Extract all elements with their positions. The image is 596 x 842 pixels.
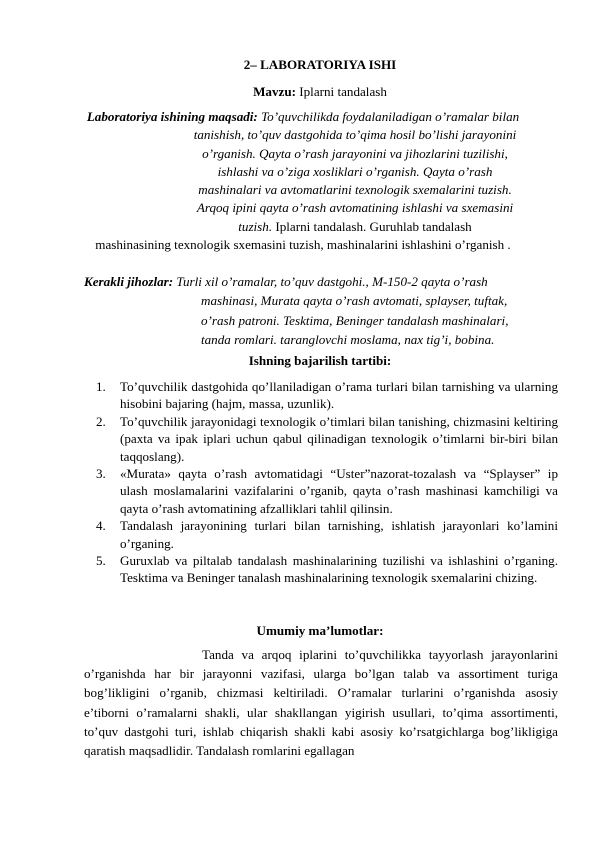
purpose-tail-normal: Iplarni tandalash. Guruhlab tandalash bbox=[272, 218, 472, 234]
order-heading: Ishning bajarilish tartibi: bbox=[248, 353, 392, 368]
purpose-line: mashinalari va avtomatlarini texnologik sxemalarini tuzish. bbox=[198, 182, 512, 198]
purpose-line: tanishish, to’quv dastgohida to’qima hosil bo’lishi jarayonini bbox=[193, 127, 517, 143]
list-item bbox=[96, 378, 558, 413]
tools-line: tanda romlari. taranglovchi moslama, nax tig’i, bobina. bbox=[201, 332, 495, 348]
topic-text: Iplarni tandalash bbox=[296, 84, 387, 99]
general-paragraph: Tanda va arqoq iplarini to’quvchilikka tayyorlash jarayonlarini o’rganishda har bir jarayonni vazifasi, ularga bo’lgan talab va assortiment turiga bog’likligini o’rganib, chizmasi keltiriladi. O’ramalar turlarini o’rganishda asosiy e’tiborni o’ramalarni shakli, ular shakllangan yigirish usullari, to’qima assortimenti, to’quv dastgohi turi, ishlab chiqarish shakli kabi asosiy ko’rsatgichlarga bog’likligiga qaratish maqsadlidir. Tandalash romlarini egallagan bbox=[84, 647, 558, 759]
purpose-last-line: mashinasining texnologik sxemasini tuzish, mashinalarini ishlashini o’rganish . bbox=[95, 237, 511, 253]
list-item-number: 3. bbox=[96, 466, 106, 482]
list-item-text: «Murata» qayta o’rash avtomatidagi “Uster”nazorat-tozalash va “Splayser” ip ulash moslamalarini vazifalarini o’rganib, qayta o’rash mashinasi kamchiligi va qayta o’rash avtomatining afzalliklari tahlil qilinsin. bbox=[120, 466, 558, 516]
purpose-tail bbox=[84, 218, 522, 236]
list-item-text: Guruxlab va piltalab tandalash mashinalarining tuzilishi va ishlashini o’rganing. Tesktima va Beninger tanalash mashinalarining texnologik sxemalarini chizing. bbox=[120, 553, 558, 586]
list-item-text: Tandalash jarayonining turlari bilan tarnishing, ishlatish jarayonlari ko’lamini o’rganing. bbox=[120, 518, 558, 551]
purpose-line: Arqoq ipini qayta o’rash avtomatining ishlashi va sxemasini bbox=[196, 200, 514, 216]
list-item-number: 5. bbox=[96, 553, 106, 569]
purpose-line: ishlashi va o’ziga xosliklari o’rganish. Qayta o’rash bbox=[217, 163, 493, 179]
purpose-tail-italic: tuzish. bbox=[238, 218, 273, 234]
list-item bbox=[96, 465, 558, 517]
list-item bbox=[96, 413, 558, 465]
list-item-number: 2. bbox=[96, 413, 106, 429]
general-heading: Umumiy ma’lumotlar: bbox=[256, 623, 384, 638]
list-item bbox=[96, 552, 558, 587]
topic-line bbox=[0, 84, 596, 100]
tools-label: Kerakli jihozlar: bbox=[84, 274, 174, 289]
purpose-line: o’rganish. Qayta o’rash jarayonini va jihozlarini tuzilishi, bbox=[202, 145, 508, 161]
list-item-text: To’quvchilik jarayonidagi texnologik o’timlari bilan tanishing, chizmasini keltiring (paxta va ipak iplari uchun qabul qilinadigan texnologik o’timlarni bir-biri bilan taqqoslang). bbox=[120, 413, 558, 464]
tools-first-line bbox=[84, 272, 558, 291]
topic-label: Mavzu: bbox=[253, 84, 296, 99]
list-item-number: 4. bbox=[96, 518, 106, 534]
purpose-line: To’quvchilikda foydalaniladigan o’ramalar bilan bbox=[257, 109, 520, 124]
tools-line: mashinasi, Murata qayta o’rash avtomati, splayser, tuftak, bbox=[201, 293, 508, 309]
list-item-text: To’quvchilik dastgohida qo’llaniladigan o’rama turlari bilan tarnishing va ularning hisobini bajaring (hajm, massa, uzunlik). bbox=[120, 379, 558, 412]
tools-line: o’rash patroni. Tesktima, Beninger tandalash mashinalari, bbox=[201, 312, 509, 328]
tools-line: Turli xil o’ramalar, to’quv dastgohi., M-150-2 qayta o’rash bbox=[173, 274, 488, 289]
tools-paragraph bbox=[84, 272, 558, 350]
purpose-paragraph bbox=[84, 108, 522, 254]
purpose-lead bbox=[84, 108, 522, 126]
list-item-number: 1. bbox=[96, 379, 106, 394]
list-item bbox=[96, 517, 558, 552]
steps-list bbox=[96, 378, 558, 587]
purpose-label: Laboratoriya ishining maqsadi: bbox=[86, 109, 258, 124]
page-title: 2– LABORATORIYA ISHI bbox=[243, 57, 397, 72]
